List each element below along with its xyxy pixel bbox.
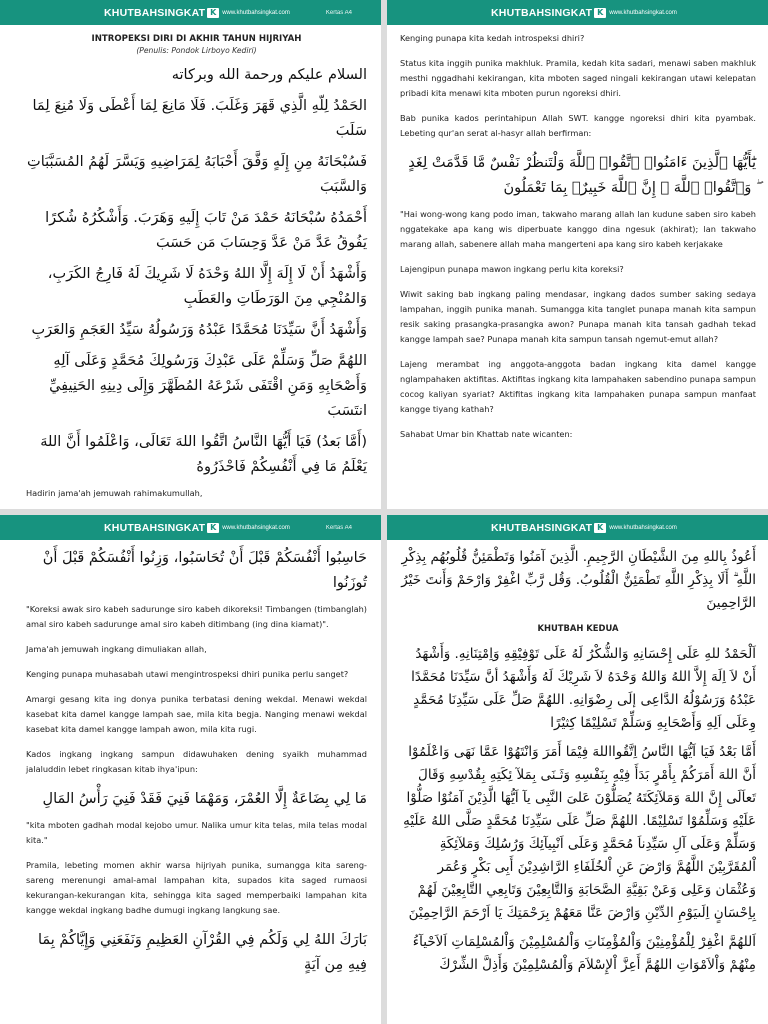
paper-size: Kertas A4	[325, 524, 352, 531]
arabic-paragraph: اَلْحَمْدُ للهِ عَلَى إِحْسَانِهِ وَالشُّكْرُ لَهُ عَلَى تَوْفِيْقِهِ وَاِمْتِنَانِهِ. وَأَشْهَدُ أَنْ لاَ اِلَهَ إِلاَّ اللهُ وَاللهُ وَحْدَهُ لاَ شَرِيْكَ لَهُ وَأَشْهَدُ أنَّ سَيِّدَنَا مُحَمَّدًا عَبْدُهُ وَرَسُوْلُهُ الدَّاعِى إلَى رِضْوَانِهِ. اللهُمَّ صَلِّ عَلَى سَيِّدِنَا مُحَمَّدٍ وِعَلَى اَلِهِ وَأَصْحَابِهِ وَسَلِّمْ تَسْلِيْمًا كِثيْرًا	[411, 646, 756, 731]
site-url[interactable]: www.khutbahsingkat.com	[609, 9, 677, 16]
page-2	[387, 0, 768, 509]
brand-name: KHUTBAHSINGKAT	[104, 6, 206, 19]
text-paragraph: Hadirin jama'ah jemuwah rahimakumullah,	[26, 488, 203, 498]
brand-logo-icon: K	[207, 8, 219, 18]
page-header	[387, 515, 768, 540]
text-paragraph: Pramila, lebeting momen akhir warsa hijriyah punika, sumangga kita sareng-sareng merenungi amal-amal lampahan kita, supados kita saged rumaosi kekurangan-kekurangan kita, sehingga kita saged memperbaiki lampahan kita kangge wekdal ingkang badhe dumugi ingkang langkung sae.	[26, 860, 367, 915]
text-paragraph: "Koreksi awak siro kabeh sadurunge siro kabeh dikoreksi! Timbangen (timbanglah) amal siro kabeh sadurunge amal siro kabeh ditimbang (ing dina kiamat)".	[26, 604, 367, 629]
page-header	[0, 515, 381, 540]
page-3	[0, 515, 381, 1024]
arabic-paragraph: أَحْمَدُهُ سُبْحَانَهُ حَمْدَ مَنْ تَابَ إِلَيهِ وَهَرَبَ. وَأَشْكُرُهُ شُكرًا يَفُوقُ عَدَّ مَنْ عَدَّ وَحِسَابَ مَن حَسَبَ	[45, 210, 367, 251]
text-paragraph: Jama'ah jemuwah ingkang dimuliakan allah,	[26, 644, 207, 654]
arabic-closing: بَارَكَ اللهُ لِي وَلَكُم فِي القُرْآنِ العَظِيمِ وَنَفَعَنِي وَإِيَّاكُمْ بِمَا فِيهِ مِن آيَةٍ	[37, 932, 367, 973]
text-paragraph: Sahabat Umar bin Khattab nate wicanten:	[400, 429, 573, 439]
page-header	[387, 0, 768, 25]
site-url[interactable]: www.khutbahsingkat.com	[222, 9, 290, 16]
brand-logo-icon: K	[207, 523, 219, 533]
arabic-quote: حَاسِبُوا أَنْفُسَكُمْ قَبْلَ أَنْ تُحَاسَبُوا، وَزِنُوا أَنْفُسَكُمْ قَبْلَ أَنْ تُوزَنُوا	[42, 550, 367, 591]
text-paragraph: Wiwit saking bab ingkang paling mendasar, ingkang dados sumber saking sedaya lampahan, inggih punika manah. Sumangga kita tanglet punapa manah kita sampun resik saking prasangka-prasangka awon? Punapa manah kita tansah gadhah tekad kangge lampah sae? Punapa manah kita sampun tansah ngemut-emut allah?	[400, 289, 756, 344]
arabic-paragraph: وَأَشْهَدُ أَنَّ سَيِّدَنَا مُحَمَّدًا عَبْدُهُ وَرَسُولُهُ سَيِّدُ العَجَمِ وَالعَرَبِ	[31, 322, 367, 338]
arabic-paragraph: اللهُمَّ صَلِّ وَسَلِّمْ عَلَى عَبْدِكَ وَرَسُولِكَ مُحَمَّدٍ وَعَلَى آلِهِ وَأَصْحَابِهِ وَمَنِ اقْتَفَى شَرْعَهُ المُطَهَّرَ وَإِلَى دِينِهِ الحَنِيفِيِّ انتَسَبَ	[49, 353, 367, 419]
brand-name: KHUTBAHSINGKAT	[104, 521, 206, 534]
text-paragraph: Kados ingkang ingkang sampun didawuhaken dening syaikh muhammad jalaluddin lebet ringkasan kitab ihya'ipun:	[26, 749, 367, 774]
arabic-paragraph: الحَمْدُ لِلّهِ الَّذِي قَهَرَ وَغَلَبَ. فَلَا مَانِعَ لِمَا أَعْطَى وَلَا مُنِعَ لِمَا سَلَبَ	[32, 98, 367, 139]
paper-size: Kertas A4	[325, 9, 352, 16]
arabic-greeting: السلام عليكم ورحمة الله وبركاته	[171, 67, 367, 83]
page-header	[0, 0, 381, 25]
arabic-paragraph: وَأَشْهَدُ أَنْ لَا إِلَهَ إِلَّا اللهُ وَحْدَهُ لَا شَرِيكَ لَهُ فَارِجُ الكَرَبِ، وَالمُنْجِي مِنَ الوَرَطَاتِ والعَطَبِ	[47, 266, 367, 307]
arabic-paragraph: (أَمَّا بَعدُ) فَيَا أَيُّهَا النَّاسُ اتَّقُوا اللهَ تَعَالَى، وَاعْلَمُوا أَنَّ اللهَ يَعْلَمُ مَا فِي أَنْفُسِكُمْ فَاحْذَرُوهُ	[40, 434, 367, 475]
brand-logo-icon: K	[594, 8, 606, 18]
text-paragraph: Kenging punapa muhasabah utawi mengintrospeksi dhiri punika perlu sanget?	[26, 669, 349, 679]
page-1	[0, 0, 381, 509]
text-paragraph: Status kita inggih punika makhluk. Pramila, kedah kita sadari, menawi saben makhluk mesthi nggadhahi kekirangan, kita mboten saged ningali kekirangan utawi kelepatan pribadi kita menawi kita mboten purun ngoreksi dhiri.	[400, 58, 756, 98]
text-paragraph: Amargi gesang kita ing donya punika terbatasi dening wekdal. Menawi wekdal kasebat kita damel kangge lampah sae, mila kita begja. Nanging menawi wekdal kasebat kita damel kangge lampah awon, mila kita rugi.	[26, 694, 367, 734]
khutbah-title: INTROPEKSI DIRI DI AKHIR TAHUN HIJRIYAH	[91, 34, 302, 44]
text-paragraph: "Hai wong-wong kang podo iman, takwaho marang allah lan kudune saben siro kabeh nggatekake apa kang wis diperbuate kanggo dina ngesuk (akhirat); lan takwaho marang allah, sabenere allah maha mangerteni apa kang siro kabeh kerjakake	[400, 209, 756, 249]
text-paragraph: Bab punika kados perintahipun Allah SWT. kangge ngoreksi dhiri kita pyambak. Lebeting qur'an serat al-hasyr allah berfirman:	[400, 113, 756, 138]
arabic-paragraph: أَعُوذُ بِاللهِ مِنَ الشَّيْطَانِ الرَّجِيمِ. الَّذِينَ آمَنُوا وَتَطْمَئِنُّ قُلُوبُهُم بِذِكْرِ اللَّهِ ۗ أَلَا بِذِكْرِ اللَّهِ تَطْمَئِنُّ الْقُلُوبُ. وَقُل رَّبِّ اغْفِرْ وَارْحَمْ وَأَنتَ خَيْرُ الرَّاحِمِينَ	[401, 549, 756, 611]
site-url[interactable]: www.khutbahsingkat.com	[609, 524, 677, 531]
arabic-quote: مَا لِي بِضَاعَةٌ إِلَّا العُمْرَ، وَمَهْمَا فَنِيَ فَقَدْ فَنِيَ رَأْسُ المَالِ	[42, 791, 367, 807]
arabic-paragraph: اَللهُمَّ اغْفِرْ لِلْمُؤْمِنِيْنَ وَاْلمُؤْمِنَاتِ وَاْلمُسْلِمِيْنَ وَاْلمُسْلِمَاتِ اَلاَحْيآءُ مِنْهُمْ وَاْلاَمْوَاتِ اللهُمَّ أَعِزَّ اْلإِسْلاَمَ وَاْلمُسْلِمِيْنَ وَأَذِلَّ الشِّرْكَ	[412, 934, 756, 973]
site-url[interactable]: www.khutbahsingkat.com	[222, 524, 290, 531]
quran-verse: يَٰٓأَيُّهَا ٱلَّذِينَ ءَامَنُوا۟ ٱتَّقُوا۟ ٱللَّهَ وَلْتَنظُرْ نَفْسٌ مَّا قَدَّمَتْ لِغَدٍ ۖ وَٱتَّقُوا۟ ٱللَّهَ ۚ إِنَّ ٱللَّهَ خَبِيرٌۢ بِمَا تَعْمَلُونَ	[408, 155, 756, 196]
page-4	[387, 515, 768, 1024]
brand-name: KHUTBAHSINGKAT	[491, 6, 593, 19]
text-paragraph: Lajeng merambat ing anggota-anggota badan ingkang kita damel kangge nglampahaken aktifitas. Aktifitas ingkang kita lampahaken sabendino punapa sampun cocog kaliyan syariat? Aktifitas ingkang kita lampahaken punapa sampun manfaat kangge tiyang kathah?	[400, 359, 756, 414]
author-line: (Penulis: Pondok Lirboyo Kediri)	[136, 46, 257, 55]
section-title: KHUTBAH KEDUA	[537, 623, 619, 633]
text-paragraph: Kenging punapa kita kedah introspeksi dhiri?	[400, 33, 585, 43]
text-paragraph: Lajengipun punapa mawon ingkang perlu kita koreksi?	[400, 264, 624, 274]
brand-logo-icon: K	[594, 523, 606, 533]
text-paragraph: "kita mboten gadhah modal kejobo umur. Nalika umur kita telas, mila telas modal kita."	[26, 820, 367, 845]
brand-name: KHUTBAHSINGKAT	[491, 521, 593, 534]
arabic-paragraph: أَمَّا بَعْدُ فَيَا اَيُّهَا النَّاسُ اِتَّقُوااللهَ فِيْمَا أَمَرَ وَانْتَهُوْا عَمَّا نَهَى وَاعْلَمُوْا أَنَّ اللهَ أَمَرَكُمْ بِأَمْرٍ بَدَأَ فِيْهِ بِنَفْسِهِ وَثَـنَى بِمَلآ ئِكَتِهِ بِقُدْسِهِ وَقَالَ تَعاَلَى إِنَّ اللهَ وَمَلآئِكَتَهُ يُصَلُّوْنَ عَلىَ النَّبِى يآ اَيُّهَا الَّذِيْنَ آمَنُوْا صَلُّوْا عَلَيْهِ وَسَلِّمُوْا تَسْلِيْمًا. اللهُمَّ صَلِّ عَلَى سَيِّدِنَا مُحَمَّدٍ صَلَّى اللهُ عَلَيْهِ وَسَلِّمْ وَعَلَى آلِ سَيِّدِناَ مُحَمَّدٍ وَعَلَى اَنْبِيآئِكَ وَرُسُلِكَ وَمَلآئِكَةِ اْلمُقَرَّبِيْنَ اللَّهُمَّ وَارْضَ عَنِ اْلخُلَفَاءِ الرَّاشِدِيْنَ أَبِى بَكْرٍ وَعُمَر وَعُثْمَان وَعَلِى وَعَنْ بَقِيَّةِ الصَّحَابَةِ وَالتَّابِعِيْنَ وَتَابِعِي التَّابِعِيْنَ لَهُمْ بِاِحْسَانٍ اِلَىيَوْمِ الدِّيْنِ وَارْضَ عَنَّا مَعَهُمْ بِرَحْمَتِكَ يَا اَرْحَمَ الرَّاحِمِيْنَ	[403, 744, 756, 921]
arabic-paragraph: فَسُبْحَانَهُ مِنِ إِلَهٍ وَفَّقَ أَحْبَابَهُ لِمَرَاضِيهِ وَيَسَّرَ لَهُمُ المُسَبَّبَاتِ وَالسَّبَبَ	[27, 154, 367, 195]
